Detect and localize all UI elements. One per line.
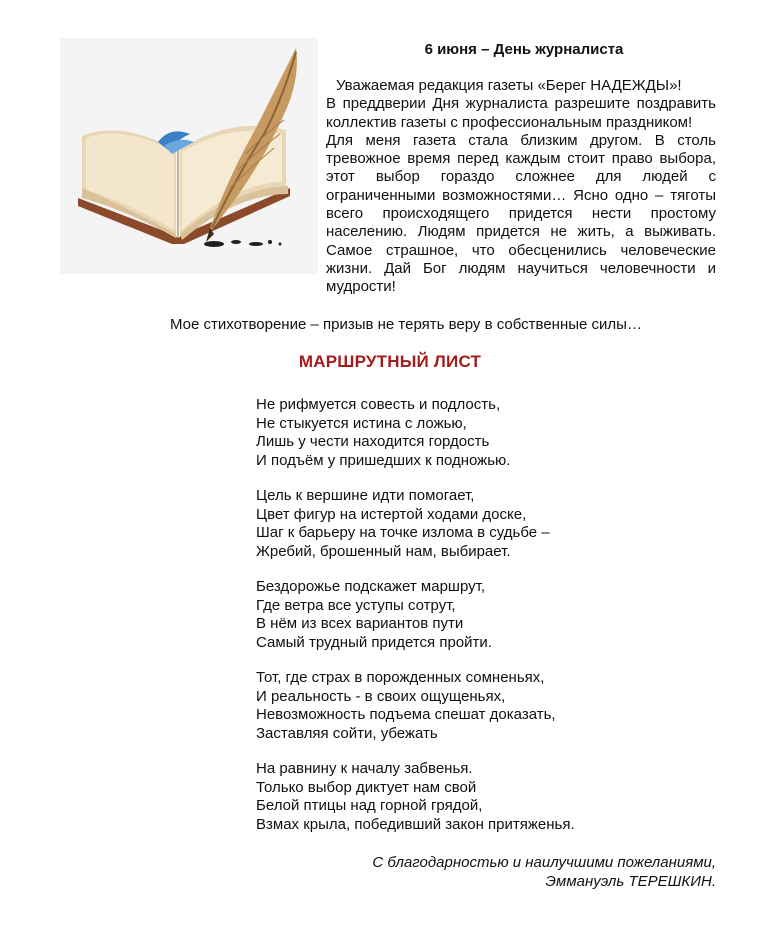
letter-greeting: Уважаемая редакция газеты «Берег НАДЕЖДЫ»! (336, 77, 682, 94)
poem-line: Цель к вершине идти помогает, (256, 487, 475, 504)
poem-title: МАРШРУТНЫЙ ЛИСТ (298, 352, 482, 371)
poem-body (256, 396, 696, 851)
poem-line: Цвет фигур на истертой ходами доске, (256, 505, 527, 523)
poem-stanza (256, 669, 696, 743)
poem-line: В нём из всех вариантов пути (256, 615, 464, 632)
letter-paragraph: В преддверии Дня журналиста разрешите поздравить коллектив газеты с профессиональным праздником! (326, 95, 716, 131)
signature-author: Эммануэль ТЕРЕШКИН. (545, 873, 716, 890)
poem-stanza (256, 578, 696, 652)
open-book-with-quill-pen-icon (60, 38, 318, 274)
letter-closing: Мое стихотворение – призыв не терять веру в собственные силы… (170, 316, 642, 333)
poem-line: Шаг к барьеру на точке излома в судьбе – (256, 524, 550, 541)
signature-block (372, 853, 716, 891)
poem-line: Не стыкуется истина с ложью, (256, 414, 467, 432)
poem-line: Невозможность подъема спешат доказать, (256, 706, 556, 723)
letter-paragraph: Для меня газета стала близким другом. В столь тревожное время перед каждым стоит право выбора, этот выбор гораздо сложнее для людей с ограниченными возможностями… Ясно одно – тяготы всего происходящего придется нести простому населению. Людям придется не жить, а выживать. Самое страшное, что обесценились человеческие жизни. Дай Бог людям научиться человечности и мудрости! (326, 131, 716, 296)
poem-line: Бездорожье подскажет маршрут, (256, 578, 485, 595)
book-and-quill-illustration (60, 38, 318, 274)
poem-line: Только выбор диктует нам свой (256, 778, 477, 796)
poem-line: Лишь у чести находится гордость (256, 433, 490, 450)
poem-line: Не рифмуется совесть и подлость, (256, 396, 501, 413)
letter-body (326, 77, 716, 297)
poem-line: Тот, где страх в порожденных сомненьях, (256, 669, 545, 686)
poem-line: И реальность - в своих ощущеньях, (256, 687, 506, 705)
poem-line: Взмах крыла, победивший закон притяженья. (256, 815, 575, 833)
poem-stanza (256, 487, 696, 561)
poem-line: Жребий, брошенный нам, выбирает. (256, 542, 511, 560)
poem-line: Где ветра все уступы сотрут, (256, 596, 456, 614)
poem-line: Самый трудный придется пройти. (256, 633, 492, 651)
signature-wishes: С благодарностью и наилучшими пожеланиями, (372, 854, 716, 871)
page-title: 6 июня – День журналиста (424, 41, 624, 58)
poem-line: Заставляя сойти, убежать (256, 724, 438, 742)
poem-line: Белой птицы над горной грядой, (256, 797, 483, 814)
poem-line: На равнину к началу забвенья. (256, 760, 473, 777)
poem-stanza (256, 396, 696, 470)
poem-line: И подъём у пришедших к подножью. (256, 451, 511, 469)
poem-stanza (256, 760, 696, 834)
